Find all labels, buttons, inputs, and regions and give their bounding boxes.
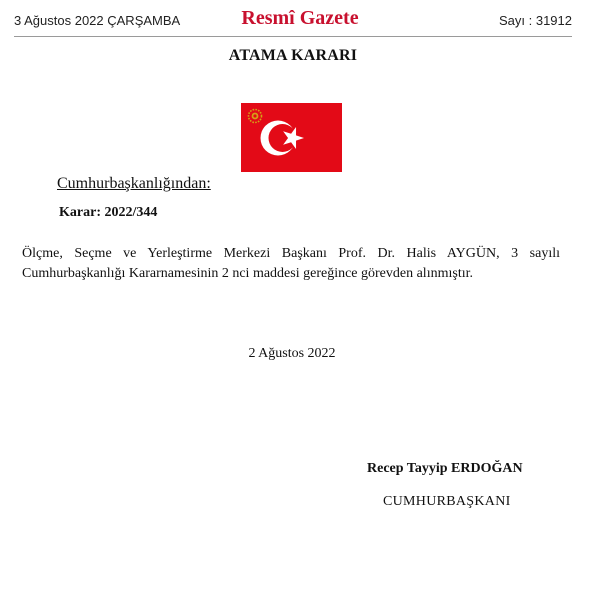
issue-number: Sayı : 31912 [499,13,572,28]
issuer: Cumhurbaşkanlığından: [57,175,211,192]
signer-name: Recep Tayyip ERDOĞAN [367,461,523,476]
gazette-title: Resmî Gazete [241,7,359,29]
signer-title: CUMHURBAŞKANI [383,494,511,509]
decision-date: 2 Ağustos 2022 [248,346,336,361]
header-date: 3 Ağustos 2022 ÇARŞAMBA [14,13,181,28]
header-divider [14,36,572,37]
decision-number: Karar: 2022/344 [59,205,158,220]
document-title: ATAMA KARARI [228,47,358,64]
turkish-flag-icon [241,103,342,172]
decision-body: Ölçme, Seçme ve Yerleştirme Merkezi Başkanı Prof. Dr. Halis AYGÜN, 3 sayılı Cumhurbaşkanlığı Kararnamesinin 2 nci maddesi gereğince görevden alınmıştır. [22,246,560,281]
